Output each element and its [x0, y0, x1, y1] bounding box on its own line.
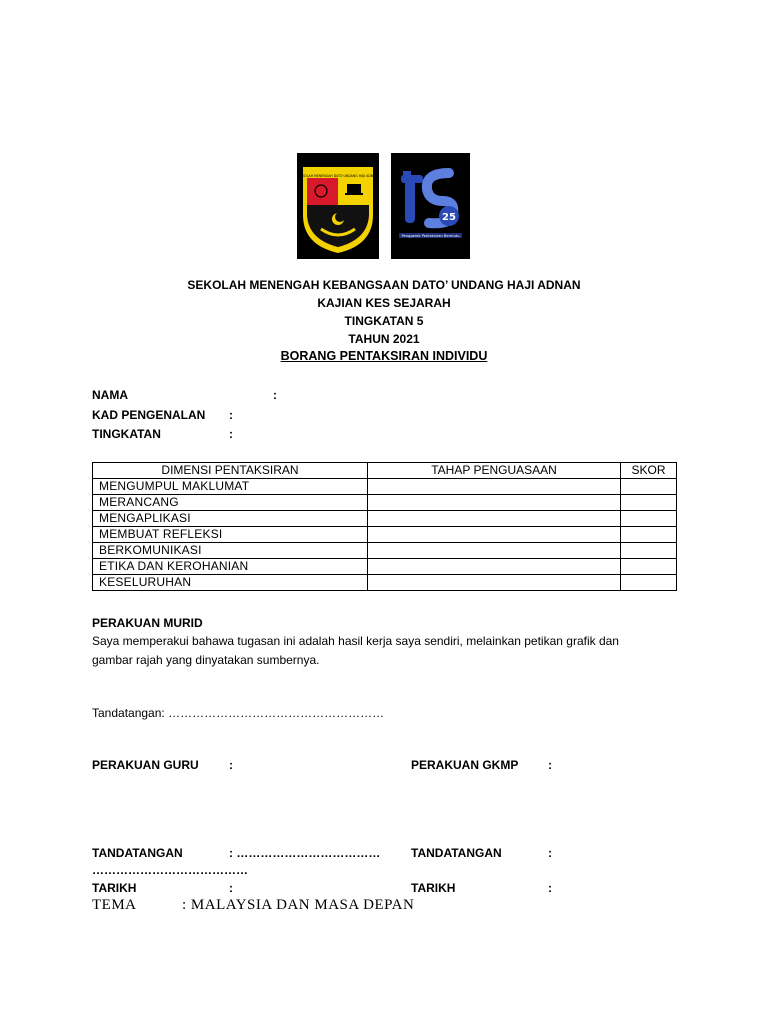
svg-text:25: 25 — [442, 212, 456, 223]
table-row — [93, 575, 677, 591]
form-level: TINGKATAN 5 — [344, 314, 424, 328]
tahap-cell[interactable] — [368, 479, 621, 495]
tahap-cell[interactable] — [368, 527, 621, 543]
gkmp-tandatangan-label: TANDATANGAN — [411, 846, 502, 860]
kad-pengenalan-colon: : — [229, 408, 233, 422]
table-row — [93, 511, 677, 527]
column-header-skor: SKOR — [621, 463, 677, 479]
ts25-logo — [391, 153, 470, 259]
form-title: BORANG PENTAKSIRAN INDIVIDU — [280, 349, 488, 363]
column-header-dimensi: DIMENSI PENTAKSIRAN — [93, 463, 368, 479]
skor-cell[interactable] — [621, 559, 677, 575]
school-name: SEKOLAH MENENGAH KEBANGSAAN DATO’ UNDANG HAJI ADNAN — [187, 278, 581, 292]
gkmp-tarikh-colon: : — [548, 881, 552, 895]
skor-cell[interactable] — [621, 495, 677, 511]
perakuan-gkmp-label: PERAKUAN GKMP — [411, 758, 519, 772]
tahap-cell[interactable] — [368, 559, 621, 575]
table-row — [93, 527, 677, 543]
table-row — [93, 559, 677, 575]
student-signature-line: Tandatangan: ……………………………………………… — [92, 706, 385, 720]
column-header-tahap: TAHAP PENGUASAAN — [368, 463, 621, 479]
table-row — [93, 479, 677, 495]
tahap-cell[interactable] — [368, 511, 621, 527]
guru-tandatangan-dots: : ……………………………… — [229, 846, 381, 860]
tahap-cell[interactable] — [368, 495, 621, 511]
perakuan-murid-line2: gambar rajah yang dinyatakan sumbernya. — [92, 653, 320, 667]
perakuan-murid-line1: Saya memperakui bahawa tugasan ini adalah hasil kerja saya sendiri, melainkan petikan grafik dan — [92, 634, 619, 648]
subject-title: KAJIAN KES SEJARAH — [317, 296, 451, 310]
nama-colon: : — [273, 388, 277, 402]
perakuan-guru-colon: : — [229, 758, 233, 772]
assessment-table — [92, 462, 677, 591]
gkmp-tarikh-label: TARIKH — [411, 881, 456, 895]
tingkatan-label: TINGKATAN — [92, 427, 161, 441]
guru-tarikh-colon: : — [229, 881, 233, 895]
dimension-cell: MENGAPLIKASI — [93, 511, 368, 527]
skor-cell[interactable] — [621, 527, 677, 543]
dimension-cell: MERANCANG — [93, 495, 368, 511]
kad-pengenalan-label: KAD PENGENALAN — [92, 408, 206, 422]
skor-cell[interactable] — [621, 479, 677, 495]
guru-tarikh-label: TARIKH — [92, 881, 137, 895]
tahap-cell[interactable] — [368, 575, 621, 591]
skor-cell[interactable] — [621, 575, 677, 591]
table-header-row — [93, 463, 677, 479]
dimension-cell: MENGUMPUL MAKLUMAT — [93, 479, 368, 495]
perakuan-gkmp-colon: : — [548, 758, 552, 772]
tema-value: : MALAYSIA DAN MASA DEPAN — [182, 897, 415, 913]
table-row — [93, 543, 677, 559]
skor-cell[interactable] — [621, 511, 677, 527]
guru-tandatangan-label: TANDATANGAN — [92, 846, 183, 860]
tingkatan-colon: : — [229, 427, 233, 441]
nama-label: NAMA — [92, 388, 128, 402]
perakuan-guru-label: PERAKUAN GURU — [92, 758, 199, 772]
dimension-cell: MEMBUAT REFLEKSI — [93, 527, 368, 543]
gkmp-tandatangan-colon: : — [548, 846, 552, 860]
table-row — [93, 495, 677, 511]
tahap-cell[interactable] — [368, 543, 621, 559]
perakuan-murid-title: PERAKUAN MURID — [92, 616, 203, 630]
guru-signature-dots: ………………………………… — [92, 863, 248, 877]
svg-text:SEKOLAH MENENGAH DATO UNDANG H: SEKOLAH MENENGAH DATO UNDANG HAJI ADNAN — [298, 174, 378, 178]
dimension-cell: BERKOMUNIKASI — [93, 543, 368, 559]
tema-label: TEMA — [92, 897, 137, 913]
school-crest-logo — [297, 153, 379, 259]
year: TAHUN 2021 — [348, 332, 420, 346]
skor-cell[interactable] — [621, 543, 677, 559]
svg-text:Penggerak Pentaksiran Bermutu: Penggerak Pentaksiran Bermutu — [401, 234, 460, 238]
dimension-cell: KESELURUHAN — [93, 575, 368, 591]
dimension-cell: ETIKA DAN KEROHANIAN — [93, 559, 368, 575]
